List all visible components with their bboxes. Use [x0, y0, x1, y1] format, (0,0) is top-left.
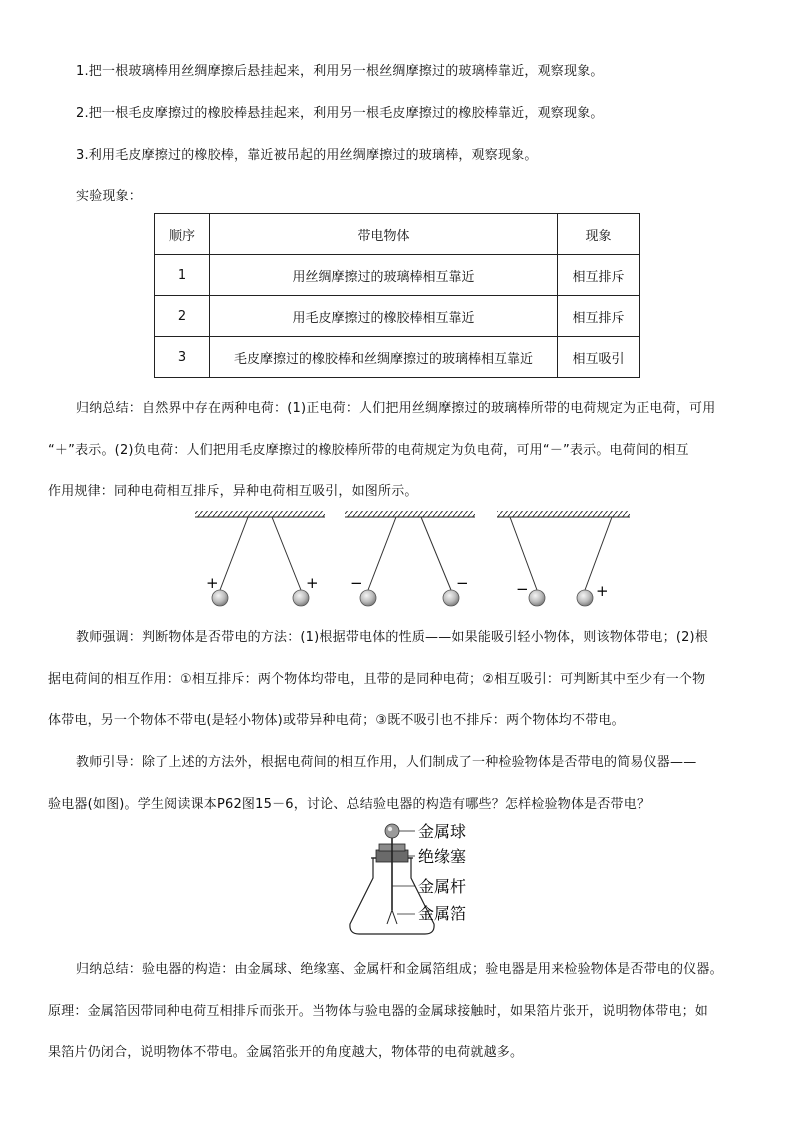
pith-ball: [360, 590, 376, 606]
metal-foil: [387, 910, 392, 924]
phenomenon-label: 实验现象：: [76, 189, 143, 204]
label-metal-foil: 金属箔: [418, 904, 467, 923]
header-order: 顺序: [155, 214, 210, 255]
ball-highlight: [388, 827, 392, 831]
table-cell: 用丝绸摩擦过的玻璃棒相互靠近: [210, 255, 558, 296]
pith-ball: [293, 590, 309, 606]
electroscope-figure: [345, 820, 485, 938]
table-cell: 相互排斥: [558, 296, 640, 337]
charge-pair-like-positive: [195, 511, 325, 606]
pith-ball: [443, 590, 459, 606]
thread: [585, 517, 612, 590]
step-1: 1.把一根玻璃棒用丝绸摩擦后悬挂起来，利用另一根丝绸摩擦过的玻璃棒靠近，观察现象。: [76, 64, 604, 79]
charge-pair-opposite: [497, 511, 630, 606]
charge-sign: −: [350, 574, 363, 592]
table-row: [155, 296, 640, 337]
thread: [272, 517, 301, 590]
table-cell: 用毛皮摩擦过的橡胶棒相互靠近: [210, 296, 558, 337]
teacher-emphasis-line-1: 教师强调：判断物体是否带电的方法：(1)根据带电体的性质——如果能吸引轻小物体，则该物体带电；(2)根: [76, 630, 709, 645]
pith-ball: [529, 590, 545, 606]
header-object: 带电物体: [210, 214, 558, 255]
summary1-line-3: 作用规律：同种电荷相互排斥，异种电荷相互吸引，如图所示。: [48, 484, 418, 499]
charge-sign: +: [596, 582, 609, 600]
table-cell: 3: [155, 337, 210, 378]
thread: [220, 517, 248, 590]
teacher-emphasis-line-2: 据电荷间的相互作用：①相互排斥：两个物体均带电，且带的是同种电荷；②相互吸引：可判断其中至少有一个物: [48, 672, 706, 687]
table-header-row: [155, 214, 640, 255]
thread: [421, 517, 451, 590]
summary2-line-2: 原理：金属箔因带同种电荷互相排斥而张开。当物体与验电器的金属球接触时，如果箔片张开，说明物体带电；如: [48, 1004, 709, 1019]
step-3: 3.利用毛皮摩擦过的橡胶棒，靠近被吊起的用丝绸摩擦过的玻璃棒，观察现象。: [76, 148, 538, 163]
metal-foil: [392, 910, 397, 924]
label-metal-rod: 金属杆: [418, 877, 467, 896]
charge-interaction-figure: [190, 508, 660, 613]
charge-sign: −: [516, 580, 529, 598]
charge-sign: +: [306, 574, 319, 592]
label-metal-ball: 金属球: [418, 822, 467, 841]
charge-sign: −: [456, 574, 469, 592]
table-row: [155, 337, 640, 378]
pith-ball: [212, 590, 228, 606]
step-2: 2.把一根毛皮摩擦过的橡胶棒悬挂起来，利用另一根毛皮摩擦过的橡胶棒靠近，观察现象。: [76, 106, 604, 121]
experiment-table: [154, 213, 640, 378]
header-phenomenon: 现象: [558, 214, 640, 255]
ceiling-hatch: [345, 511, 475, 517]
label-insulating-stopper: 绝缘塞: [418, 847, 467, 866]
teacher-emphasis-line-3: 体带电，另一个物体不带电(是轻小物体)或带异种电荷；③既不吸引也不排斥：两个物体均不带电。: [48, 713, 625, 728]
thread: [368, 517, 396, 590]
summary1-line-1: 归纳总结：自然界中存在两种电荷：(1)正电荷：人们把用丝绸摩擦过的玻璃棒所带的电荷规定为正电荷，可用: [76, 401, 716, 416]
ceiling-hatch: [195, 511, 325, 517]
charge-pair-like-negative: [345, 511, 475, 606]
summary2-line-3: 果箔片仍闭合，说明物体不带电。金属箔张开的角度越大，物体带的电荷就越多。: [48, 1045, 524, 1060]
charge-sign: +: [206, 574, 219, 592]
table-cell: 相互吸引: [558, 337, 640, 378]
teacher-guide-line-2: 验电器(如图)。学生阅读课本P62图15－6，讨论、总结验电器的构造有哪些？怎样检验物体是否带电？: [48, 797, 651, 812]
ceiling-hatch: [497, 511, 630, 517]
table-cell: 毛皮摩擦过的橡胶棒和丝绸摩擦过的玻璃棒相互靠近: [210, 337, 558, 378]
pith-ball: [577, 590, 593, 606]
table-cell: 2: [155, 296, 210, 337]
metal-ball: [385, 824, 399, 838]
table-cell: 1: [155, 255, 210, 296]
summary1-line-2: “＋”表示。(2)负电荷：人们把用毛皮摩擦过的橡胶棒所带的电荷规定为负电荷，可用“－”表示。电荷间的相互: [48, 443, 689, 458]
table-cell: 相互排斥: [558, 255, 640, 296]
teacher-guide-line-1: 教师引导：除了上述的方法外，根据电荷间的相互作用，人们制成了一种检验物体是否带电的简易仪器——: [76, 755, 697, 770]
table-row: [155, 255, 640, 296]
summary2-line-1: 归纳总结：验电器的构造：由金属球、绝缘塞、金属杆和金属箔组成；验电器是用来检验物体是否带电的仪器。: [76, 962, 723, 977]
